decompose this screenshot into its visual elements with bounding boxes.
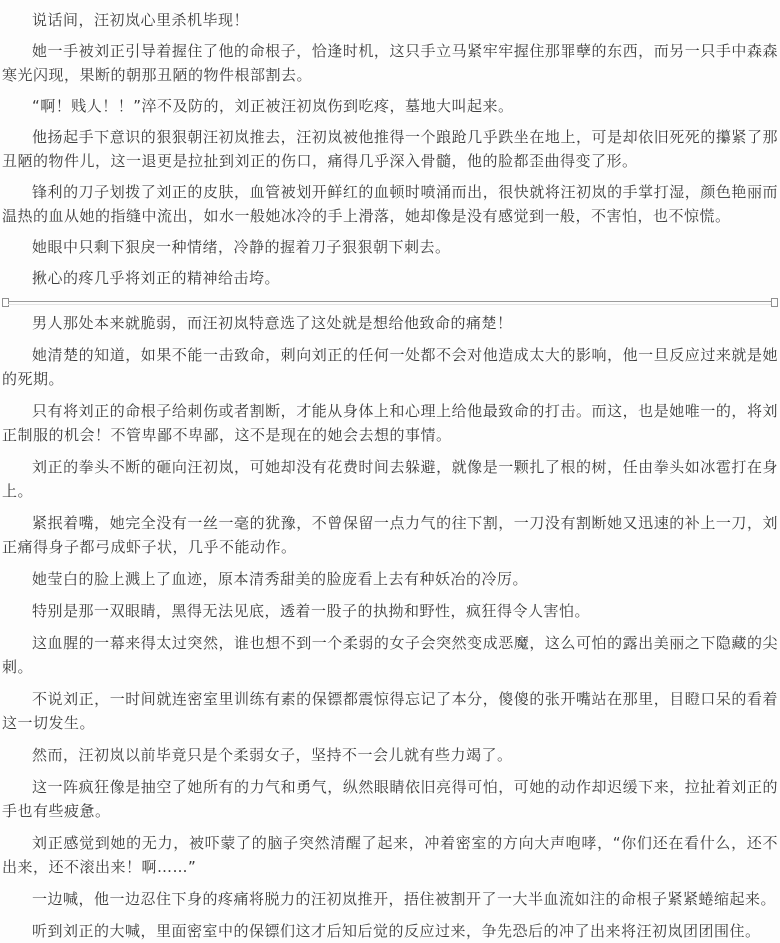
page-break-divider [2, 297, 778, 308]
paragraph: 这一阵疯狂像是抽空了她所有的力气和勇气，纵然眼睛依旧亮得可怕，可她的动作却迟缓下来，拉扯着刘正的手也有些疲惫。 [2, 778, 778, 820]
paragraph: 她莹白的脸上溅上了血迹，原本清秀甜美的脸庞看上去有种妖冶的冷厉。 [32, 570, 529, 588]
paragraph: 她清楚的知道，如果不能一击致命，刺向刘正的任何一处都不会对他造成太大的影响，他一旦反应过来就是她的死期。 [2, 346, 778, 388]
paragraph: 刘正感觉到她的无力，被吓蒙了的脑子突然清醒了起来，冲着密室的方向大声咆哮，“你们还在看什么，还不出来，还不滚出来！啊……” [2, 834, 778, 876]
paragraph: 说话间，汪初岚心里杀机毕现！ [32, 11, 250, 29]
document-page [2, 8, 778, 943]
paragraph: 刘正的拳头不断的砸向汪初岚，可她却没有花费时间去躲避，就像是一颗扎了根的树，任由拳头如冰雹打在身上。 [2, 458, 778, 500]
page-break-line [8, 301, 772, 305]
paragraph: 锋利的刀子划拨了刘正的皮肤，血管被划开鲜红的血顿时喷涌而出，很快就将汪初岚的手掌打湿，颜色艳丽而温热的血从她的指缝中流出，如水一般她冰冷的手上滑落，她却像是没有感觉到一般，不害怕，也不惊慌。 [2, 183, 778, 225]
paragraph: 他扬起手下意识的狠狠朝汪初岚推去，汪初岚被他推得一个踉跄几乎跌坐在地上，可是却依旧死死的攥紧了那丑陋的物件儿，这一退更是拉扯到刘正的伤口，痛得几乎深入骨髓，他的脸都歪曲得变了形。 [2, 128, 778, 170]
paragraph: 男人那处本来就脆弱，而汪初岚特意选了这处就是想给他致命的痛楚！ [32, 314, 513, 332]
paragraph: 她一手被刘正引导着握住了他的命根子，恰逢时机，这只手立马紧牢牢握住那罪孽的东西，而另一只手中森森寒光闪现，果断的朝那丑陋的物件根部割去。 [2, 42, 778, 84]
paragraph: 不说刘正，一时间就连密室里训练有素的保镖都震惊得忘记了本分，傻傻的张开嘴站在那里，目瞪口呆的看着这一切发生。 [2, 690, 778, 732]
page-2-content [2, 311, 778, 943]
paragraph: 一边喊，他一边忍住下身的疼痛将脱力的汪初岚推开，捂住被割开了一大半血流如注的命根子紧紧蜷缩起来。 [32, 890, 777, 908]
page-1-content [2, 8, 778, 290]
paragraph: 揪心的疼几乎将刘正的精神给击垮。 [32, 269, 281, 287]
paragraph: “啊！贱人！！”淬不及防的，刘正被汪初岚伤到吃疼，墓地大叫起来。 [32, 97, 514, 115]
paragraph: 紧抿着嘴，她完全没有一丝一毫的犹豫，不曾保留一点力气的往下割，一刀没有割断她又迅速的补上一刀，刘正痛得身子都弓成虾子状，几乎不能动作。 [2, 514, 778, 556]
paragraph: 然而，汪初岚以前毕竟只是个柔弱女子，坚持不一会儿就有些力竭了。 [32, 746, 513, 764]
paragraph: 只有将刘正的命根子给刺伤或者割断，才能从身体上和心理上给他最致命的打击。而这，也是她唯一的，将刘正制服的机会！不管卑鄙不卑鄙，这不是现在的她会去想的事情。 [2, 402, 778, 444]
paragraph: 这血腥的一幕来得太过突然，谁也想不到一个柔弱的女子会突然变成恶魔，这么可怕的露出美丽之下隐藏的尖刺。 [2, 634, 778, 676]
paragraph: 她眼中只剩下狠戾一种情绪，冷静的握着刀子狠狠朝下刺去。 [32, 238, 451, 256]
paragraph: 特别是那一双眼睛，黑得无法见底，透着一股子的执拗和野性，疯狂得令人害怕。 [32, 602, 591, 620]
paragraph: 听到刘正的大喊，里面密室中的保镖们这才后知后觉的反应过来，争先恐后的冲了出来将汪初岚团团围住。 [32, 922, 761, 940]
page-break-handle-right-icon [771, 298, 778, 307]
